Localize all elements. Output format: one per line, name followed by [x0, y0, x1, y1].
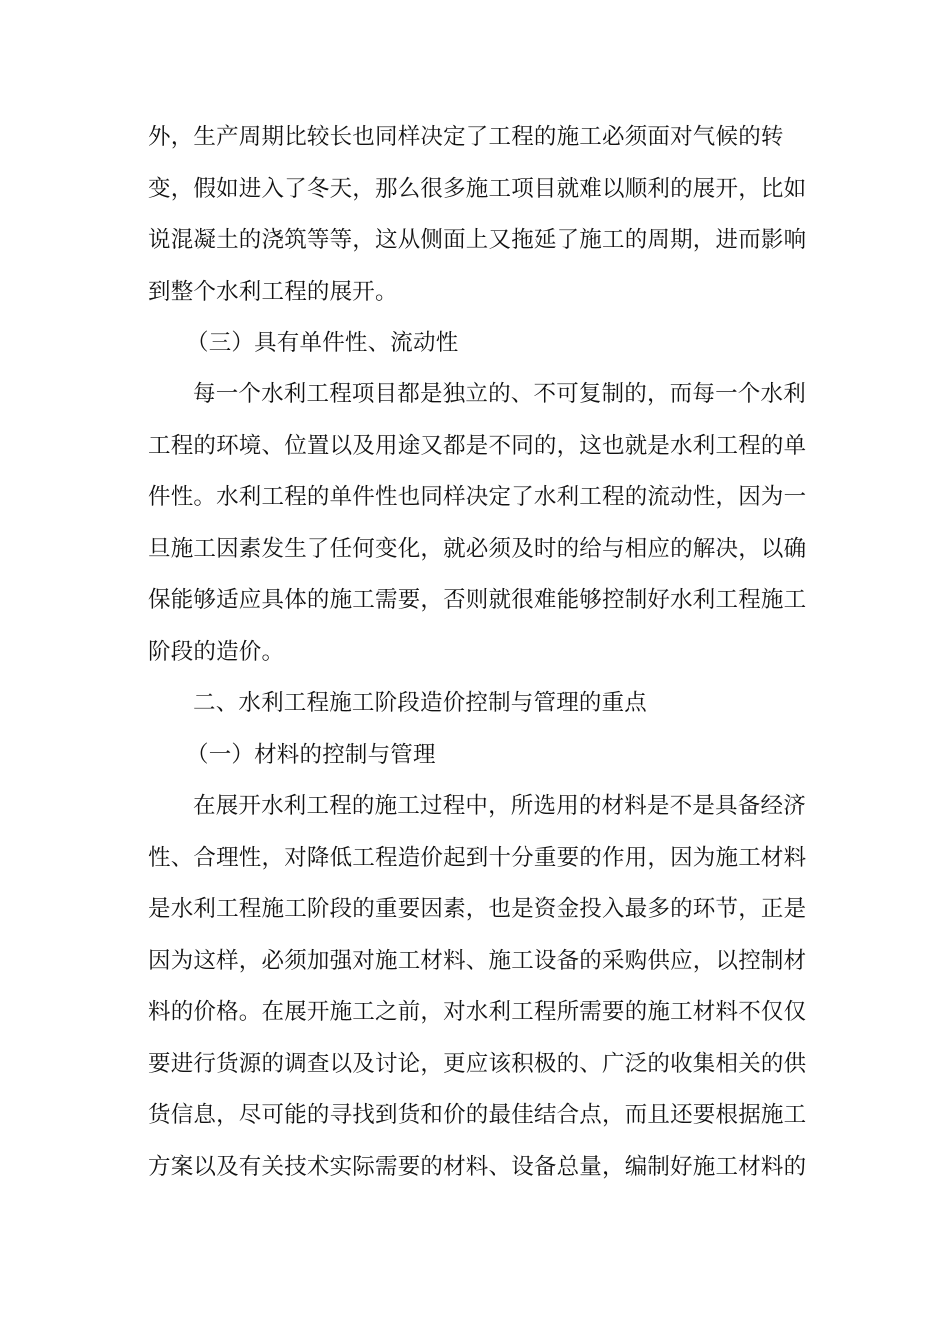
paragraph-line: 到整个水利工程的展开。 [148, 279, 398, 305]
paragraph-line: 性、合理性，对降低工程造价起到十分重要的作用，因为施工材料 [148, 845, 807, 871]
paragraph-line: 在展开水利工程的施工过程中，所选用的材料是不是具备经济 [193, 793, 806, 819]
paragraph-line: 变，假如进入了冬天，那么很多施工项目就难以顺利的展开，比如 [148, 176, 807, 202]
paragraph-line: 旦施工因素发生了任何变化，就必须及时的给与相应的解决，以确 [148, 536, 807, 562]
paragraph-line: 阶段的造价。 [148, 639, 285, 665]
paragraph-line: 要进行货源的调查以及讨论，更应该积极的、广泛的收集相关的供 [148, 1051, 807, 1077]
paragraph-line: 件性。水利工程的单件性也同样决定了水利工程的流动性，因为一 [148, 484, 807, 510]
paragraph-line: 料的价格。在展开施工之前，对水利工程所需要的施工材料不仅仅 [148, 999, 807, 1025]
paragraph-line: 因为这样，必须加强对施工材料、施工设备的采购供应，以控制材 [148, 948, 807, 974]
paragraph-line: 工程的环境、位置以及用途又都是不同的，这也就是水利工程的单 [148, 433, 807, 459]
section-heading: （三）具有单件性、流动性 [186, 330, 459, 356]
paragraph-line: 每一个水利工程项目都是独立的、不可复制的，而每一个水利 [193, 381, 806, 407]
section-heading: （一）材料的控制与管理 [186, 742, 436, 768]
paragraph-line: 是水利工程施工阶段的重要因素，也是资金投入最多的环节，正是 [148, 896, 807, 922]
paragraph-line: 保能够适应具体的施工需要，否则就很难能够控制好水利工程施工 [148, 587, 807, 613]
paragraph-line: 外，生产周期比较长也同样决定了工程的施工必须面对气候的转 [148, 124, 784, 150]
paragraph-line: 货信息，尽可能的寻找到货和价的最佳结合点，而且还要根据施工 [148, 1102, 807, 1128]
paragraph-line: 方案以及有关技术实际需要的材料、设备总量，编制好施工材料的 [148, 1154, 807, 1180]
paragraph-line: 说混凝土的浇筑等等，这从侧面上又拖延了施工的周期，进而影响 [148, 227, 807, 253]
chapter-heading: 二、水利工程施工阶段造价控制与管理的重点 [193, 690, 648, 716]
